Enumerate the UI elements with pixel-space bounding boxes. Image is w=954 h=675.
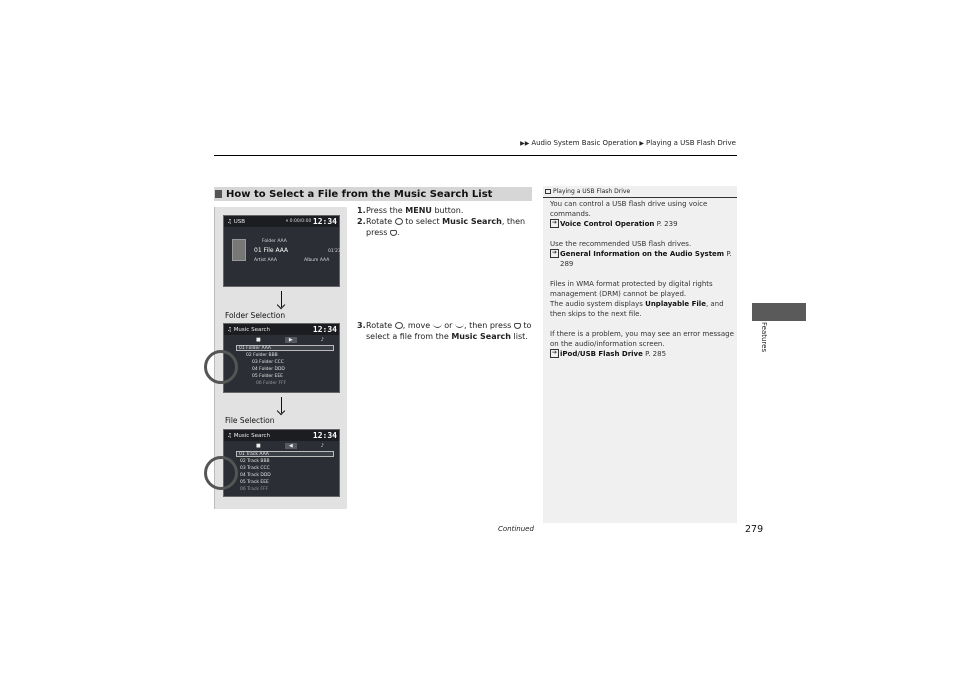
reference-link[interactable] [550,219,734,229]
paragraph-text [550,299,734,319]
list-item[interactable]: 03 Track CCC [240,465,270,471]
list-item[interactable]: 04 Folder DDD [252,366,285,372]
note-tab-icon[interactable]: ♪ [320,443,324,449]
reference-link[interactable] [550,249,734,269]
step-text: . [397,228,400,237]
step-bold: Music Search [451,332,511,341]
press-dial-icon [514,323,521,329]
step-1 [357,205,535,216]
list-item[interactable]: 05 Folder EEE [252,373,284,379]
list-item[interactable]: 02 Track BBB [240,458,270,464]
down-arrow-icon [281,291,282,307]
back-tab-icon[interactable]: ◀ [285,443,297,449]
folder-tab-icon[interactable]: ■ [256,443,261,449]
move-right-icon [455,322,464,328]
reference-page[interactable]: P. 239 [654,220,678,228]
section-marker-icon [215,190,222,198]
list-item[interactable]: 01 Track AAA [236,451,334,457]
step-text: , then press [366,217,526,237]
music-search-file-screen [223,429,340,497]
play-tab-icon[interactable]: ▶ [285,337,297,343]
sidebar-paragraph [550,239,734,269]
step-bold: Music Search [442,217,502,226]
reference-title[interactable]: Voice Control Operation [560,220,655,228]
step-number: 3. [357,321,366,330]
step-bold: MENU [405,206,432,215]
chapter-tab[interactable] [752,303,806,321]
music-note-icon: ♫ [227,432,234,439]
paragraph-text: The audio system displays [550,300,646,308]
step-3 [357,320,535,342]
reference-link[interactable] [550,349,734,359]
breadcrumb-item[interactable]: Audio System Basic Operation [531,139,638,147]
step-text: to select a file from the [366,321,532,341]
dial-knob-graphic [204,456,238,490]
sidebar-paragraph [550,279,734,319]
music-note-icon: ♫ [227,326,234,333]
header-rule [214,155,737,156]
list-item[interactable]: 06 Folder FFF [256,380,287,386]
screen-clock: 12:34 [312,217,337,226]
triangle-arrow-icon: ▶ [639,139,644,147]
paragraph-text: You can control a USB flash drive using voice commands. [550,200,708,218]
paragraph-text: If there is a problem, you may see an error message on the audio/information screen. [550,330,734,348]
reference-title[interactable]: iPod/USB Flash Drive [560,350,643,358]
breadcrumb [520,139,736,147]
instruction-steps [357,205,535,342]
track-time: 01'23" [328,249,343,254]
figure-panel [214,207,347,509]
step-text: Press the [366,206,406,215]
screen-title: Music Search [233,326,270,333]
dial-knob-graphic [204,350,238,384]
reference-title[interactable]: General Information on the Audio System [560,250,725,258]
sidebar-paragraph [550,329,734,359]
screen-clock: 12:34 [312,431,337,440]
section-heading [214,187,532,201]
paragraph-bold: Unplayable File [645,300,706,308]
step-text: button. [431,206,464,215]
list-item[interactable]: 04 Track DDD [240,472,271,478]
rotate-dial-icon [395,218,403,225]
press-dial-icon [390,230,397,236]
move-left-icon [433,322,442,328]
notes-sidebar [543,186,737,523]
note-box-icon [545,189,551,194]
search-tabs [244,443,336,449]
step-text: , then press [464,321,514,330]
sidebar-body [550,199,734,369]
step-text: Rotate [366,217,395,226]
music-note-icon: ♫ [227,218,234,225]
note-tab-icon[interactable]: ♪ [320,337,324,343]
rotate-dial-icon [395,322,403,329]
step-text: to select [402,217,443,226]
paragraph-text: , and then skips to the next file. [550,300,724,318]
list-item[interactable]: 03 Folder CCC [252,359,284,365]
sidebar-header [543,186,737,198]
folder-name: Folder AAA [262,239,287,244]
reference-page[interactable]: P. 285 [642,350,667,358]
list-item[interactable]: 02 Folder BBB [246,352,278,358]
list-item[interactable]: 05 Track EEE [240,479,269,485]
list-item[interactable]: 06 Track FFF [240,486,269,492]
artist-name: Artist AAA [254,258,277,263]
step-number: 1. [357,206,366,215]
breadcrumb-item[interactable]: Playing a USB Flash Drive [646,139,736,147]
track-name: 01 File AAA [254,247,289,254]
play-status: ⏸ 0:00/0:00 [286,219,312,224]
folder-tab-icon[interactable]: ■ [256,337,261,343]
down-arrow-icon [281,397,282,413]
sidebar-title: Playing a USB Flash Drive [553,188,631,195]
music-search-folder-screen [223,323,340,393]
step-text: Rotate [366,321,395,330]
screen-clock: 12:34 [312,325,337,334]
folder-selection-label: Folder Selection [225,311,286,320]
reference-page[interactable]: P. 289 [560,250,732,268]
paragraph-text: Files in WMA format protected by digital rights management (DRM) cannot be played. [550,280,713,298]
screen-title: Music Search [233,432,270,439]
step-text: list. [510,332,528,341]
screen-source: USB [233,218,245,225]
file-selection-label: File Selection [225,416,275,425]
album-name: Album AAA [304,258,330,263]
step-2 [357,216,535,238]
triangle-arrow-icon: ▶▶ [520,139,530,147]
step-number: 2. [357,217,366,226]
list-item[interactable]: 01 Folder AAA [236,345,334,351]
continued-note: Continued [498,525,534,533]
sidebar-paragraph [550,199,734,229]
search-tabs [244,337,336,343]
page-number: 279 [745,524,764,535]
album-art-icon [232,239,246,261]
chapter-tab-label: Features [760,322,768,353]
section-title: How to Select a File from the Music Search List [226,188,493,200]
paragraph-text: Use the recommended USB flash drives. [550,240,692,248]
step-text: , move [402,321,433,330]
step-text: or [441,321,455,330]
audio-screen-usb [223,215,343,287]
